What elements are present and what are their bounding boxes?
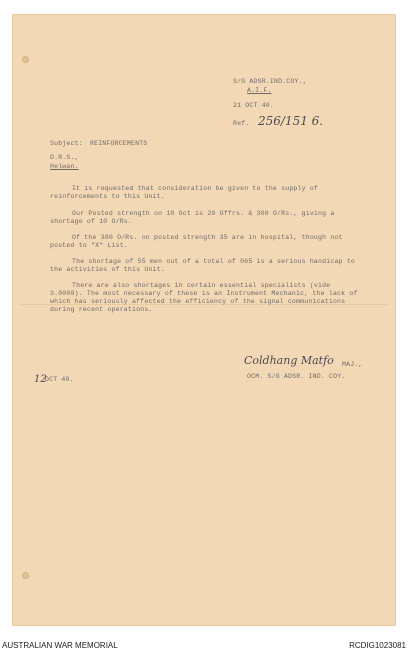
footer-record-id: RCDIG1023081 [349, 641, 406, 650]
body-paragraph-4: The shortage of 55 men out of a total of 065 is a serious handicap to the activities of this Unit. [50, 258, 355, 273]
document-page [12, 14, 396, 626]
signature-script: Coldhang Matfo [244, 354, 334, 367]
signatory-title: OCM. S/G ADSR. IND. COY. [247, 373, 346, 380]
subject-value: REINFORCEMENTS [90, 140, 148, 147]
handwritten-day: 12 [34, 374, 47, 385]
unit-line2: A.I.F. [247, 87, 272, 94]
subject-label: Subject: [50, 140, 83, 147]
addressee-line1: D.R.S., [50, 154, 79, 161]
typed-date: OCT 40. [45, 376, 74, 383]
unit-line1: S/G ADSR.IND.COY., [233, 78, 307, 85]
body-paragraph-3: Of the 300 O/Rs. on posted strength 35 are in hospital, though not posted to "X" List. [50, 234, 343, 249]
ref-handwritten: 256/151 6. [258, 114, 324, 128]
punch-hole [22, 56, 29, 63]
footer-collection-label: AUSTRALIAN WAR MEMORIAL [2, 641, 118, 650]
body-paragraph-2: Our Posted strength on 10 Oct is 20 Offrs. & 300 O/Rs., giving a shortage of 10 O/Rs. [50, 210, 335, 225]
body-paragraph-1: It is requested that consideration be given to the supply of reinforcements to this Unit. [50, 185, 319, 200]
ref-label: Ref. [233, 120, 250, 127]
punch-hole [22, 572, 29, 579]
body-paragraph-5: There are also shortages in certain essential specialists (vide 3.0000). The most necessary of these is an Instrument Mechanic, the lack of which has seriously affected the efficiency of the signal communications during recent operations. [50, 282, 358, 313]
letter-date: 21 OCT 40. [233, 102, 275, 109]
rank-suffix: MAJ., [342, 361, 363, 368]
addressee-line2: Helwan. [50, 163, 79, 170]
